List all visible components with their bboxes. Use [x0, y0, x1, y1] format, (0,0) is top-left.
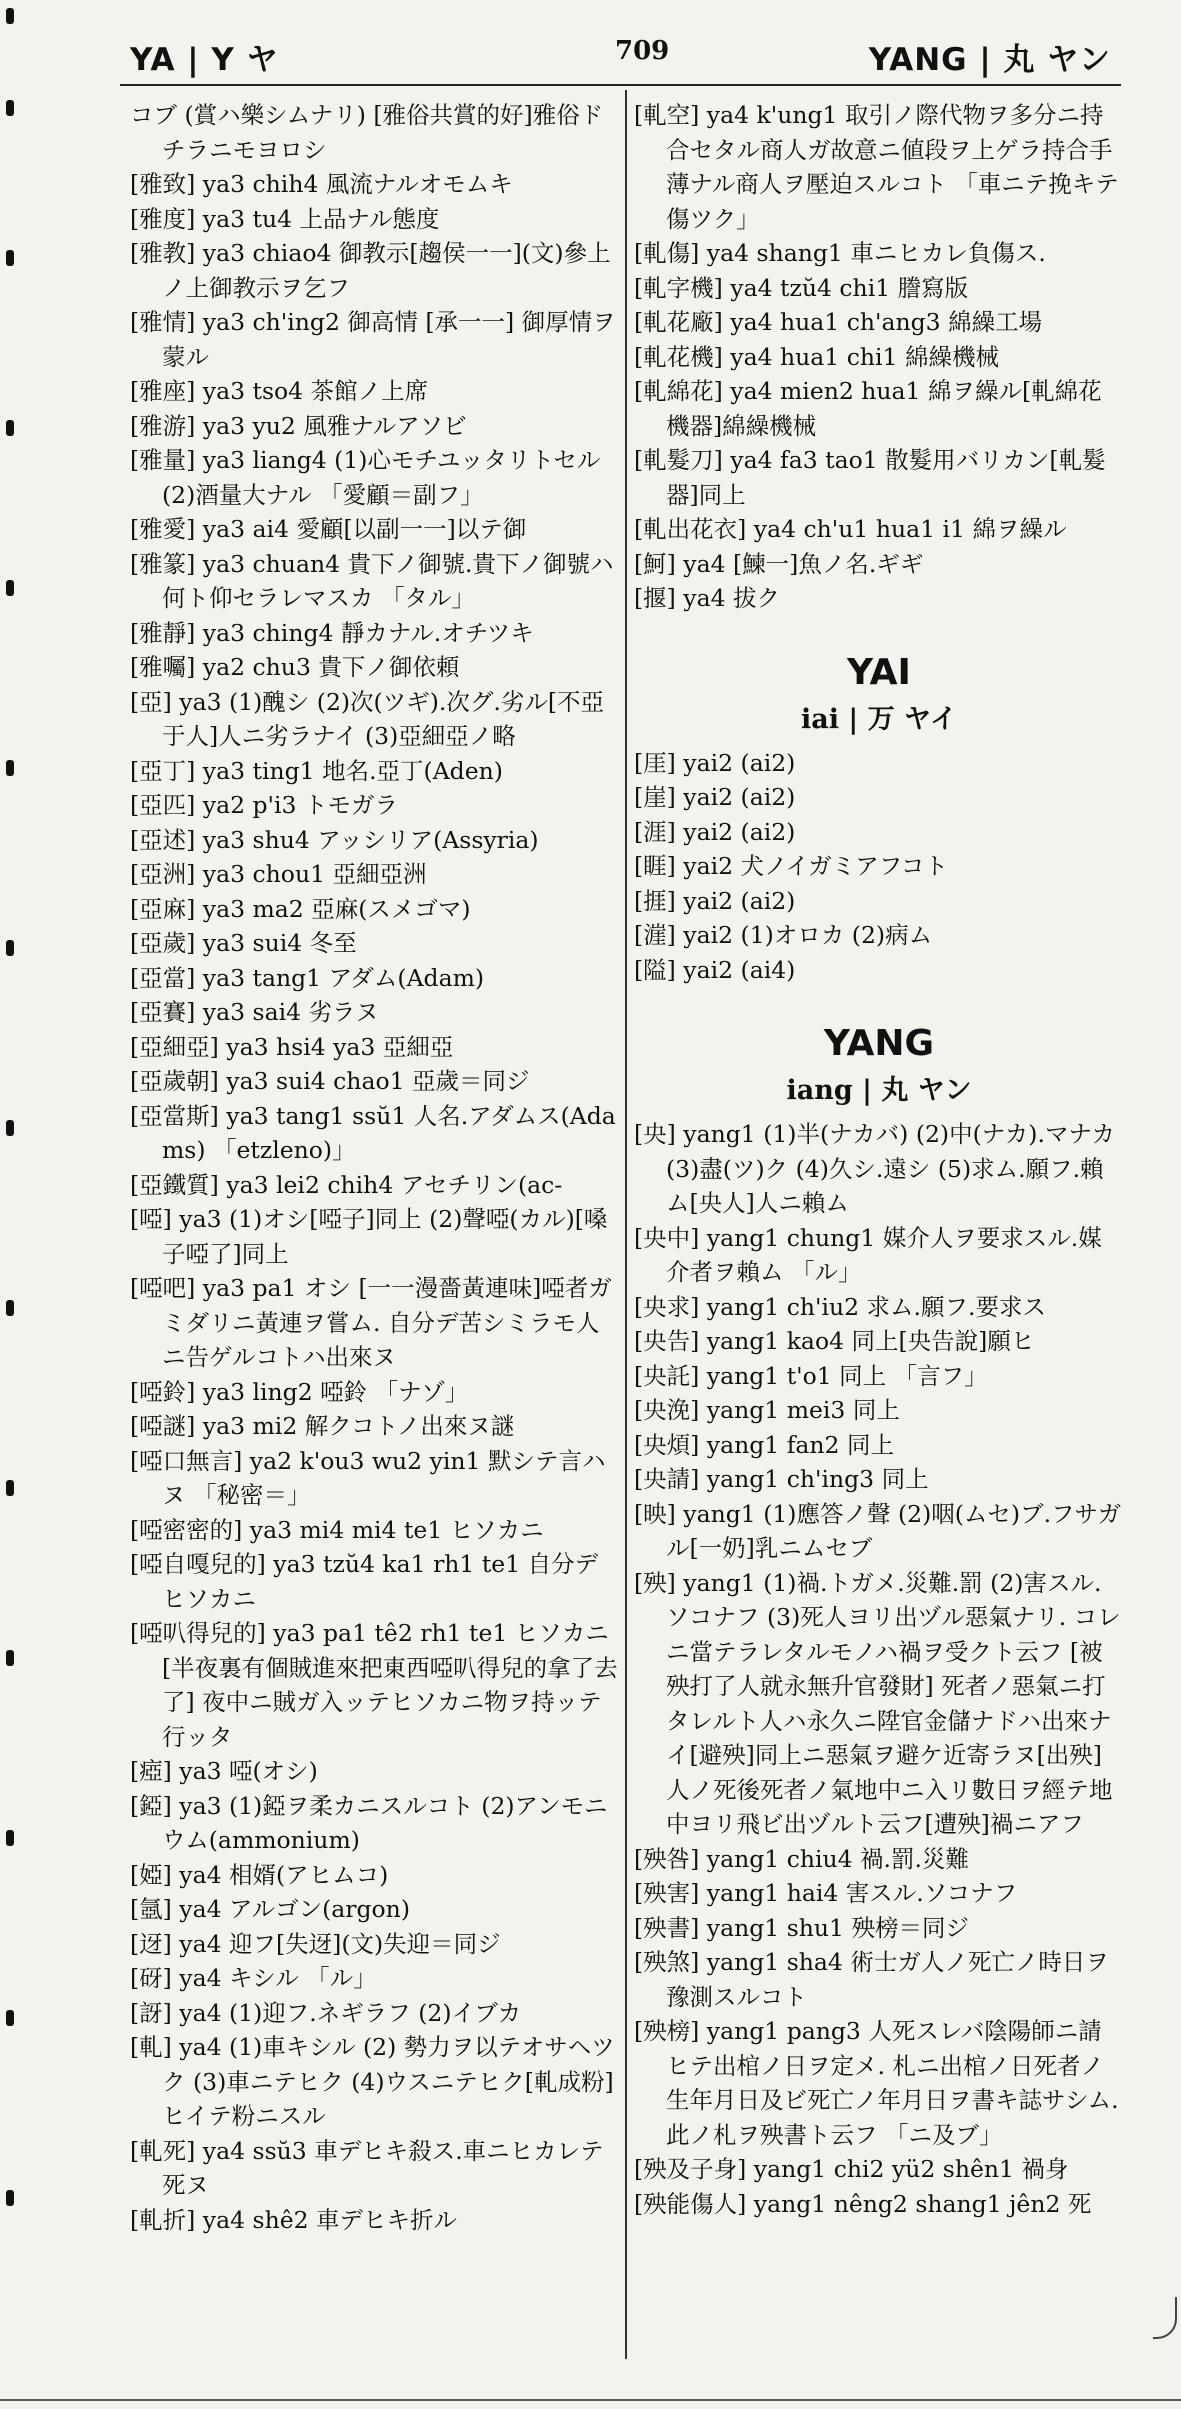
- dictionary-entry: [雅致] ya3 chih4 風流ナルオモムキ: [130, 170, 513, 198]
- dictionary-entry: [殃咎] yang1 chiu4 禍.罰.災難: [634, 1844, 970, 1873]
- dictionary-entry: [央浼] yang1 mei3 同上: [634, 1396, 900, 1424]
- binding-margin: [0, 0, 30, 2409]
- dictionary-entry: [軋出花衣] ya4 ch'u1 hua1 i1 綿ヲ繰ル: [634, 515, 1067, 543]
- dictionary-entry: [映] yang1 (1)應答ノ聲 (2)咽(ムセ)ブ.フサガル[一奶]乳ニムセブ: [634, 1499, 1122, 1562]
- dictionary-entry: [漄] yai2 (1)オロカ (2)病ム: [634, 921, 933, 949]
- binding-mark: [6, 1120, 14, 1136]
- binding-mark: [6, 1300, 14, 1316]
- dictionary-entry: [厓] yai2 (ai2): [634, 748, 796, 777]
- column-divider: [625, 90, 627, 2359]
- dictionary-entry: [雅囑] ya2 chu3 貴下ノ御依頼: [130, 653, 460, 681]
- binding-mark: [6, 2010, 14, 2026]
- dictionary-entry: [殃及子身] yang1 chi2 yü2 shên1 禍身: [634, 2155, 1069, 2183]
- dictionary-entry: [亞匹] ya2 p'i3 トモガラ: [130, 791, 398, 819]
- dictionary-entry: [雅量] ya3 liang4 (1)心モチユッタリトセル (2)酒量大ナル 「愛顧＝副フ」: [130, 446, 601, 509]
- dictionary-entry: [亞丁] ya3 ting1 地名.亞丁(Aden): [130, 756, 503, 785]
- dictionary-entry: [軋綿花] ya4 mien2 hua1 綿ヲ繰ル[軋綿花機器]綿繰機械: [634, 377, 1102, 440]
- dictionary-entry: [錏] ya3 (1)錏ヲ柔カニスルコト (2)アンモニウム(ammonium): [130, 1791, 608, 1854]
- dictionary-entry: [央煩] yang1 fan2 同上: [634, 1430, 894, 1459]
- dictionary-entry: [殃書] yang1 shu1 殃榜＝同ジ: [634, 1913, 969, 1942]
- dictionary-entry: [軋死] ya4 ssŭ3 車デヒキ殺ス.車ニヒカレテ死ヌ: [130, 2136, 604, 2199]
- dictionary-entry: [殃煞] yang1 sha4 術士ガ人ノ死亡ノ時日ヲ豫測スルコト: [634, 1948, 1109, 2011]
- dictionary-entry: [央求] yang1 ch'iu2 求ム.願フ.要求ス: [634, 1292, 1046, 1321]
- dictionary-entry: [啞] ya3 (1)オシ[啞子]同上 (2)聲啞(カル)[嗓子啞了]同上: [130, 1205, 608, 1268]
- dictionary-entry: [涯] yai2 (ai2): [634, 817, 796, 846]
- dictionary-entry: [氬] ya4 アルゴン(argon): [130, 1895, 410, 1923]
- dictionary-entry: [央告] yang1 kao4 同上[央告說]願ヒ: [634, 1327, 1035, 1355]
- right-column-entries: [634, 98, 1124, 616]
- dictionary-entry: [雅情] ya3 ch'ing2 御高情 [承一一] 御厚情ヲ蒙ル: [130, 308, 616, 371]
- dictionary-entry: [訝] ya4 (1)迎フ.ネギラフ (2)イブカ: [130, 1998, 522, 2027]
- dictionary-entry: [雅愛] ya3 ai4 愛顧[以副一一]以テ御: [130, 515, 527, 543]
- binding-mark: [6, 100, 14, 116]
- section-title-yai: YAI: [847, 651, 911, 693]
- dictionary-entry: [啞自嘎兒的] ya3 tzŭ4 ka1 rh1 te1 自分デヒソカニ: [130, 1550, 599, 1613]
- binding-mark: [6, 8, 14, 24]
- page-number: 709: [615, 36, 670, 66]
- left-column: [130, 98, 620, 2379]
- dictionary-entry: [央請] yang1 ch'ing3 同上: [634, 1465, 929, 1493]
- bottom-edge-rule: [0, 2399, 1181, 2401]
- dictionary-entry: [亞賽] ya3 sai4 劣ラヌ: [130, 998, 379, 1026]
- binding-mark: [6, 1480, 14, 1496]
- dictionary-entry: [央託] yang1 t'o1 同上 「言フ」: [634, 1361, 988, 1390]
- dictionary-entry: [婭] ya4 相婿(アヒムコ): [130, 1860, 389, 1889]
- binding-mark: [6, 760, 14, 776]
- binding-mark: [6, 1830, 14, 1846]
- dictionary-entry: [亞鐵質] ya3 lei2 chih4 アセチリン(ac-: [130, 1170, 563, 1199]
- dictionary-entry: [迓] ya4 迎フ[失迓](文)失迎＝同ジ: [130, 1929, 501, 1958]
- page-header: [130, 34, 1111, 80]
- dictionary-entry: [瘂] ya3 啞(オシ): [130, 1757, 318, 1785]
- binding-mark: [6, 420, 14, 436]
- dictionary-entry: [啞叭得兒的] ya3 pa1 tê2 rh1 te1 ヒソカニ [半夜裏有個賊進來把東西啞叭得兒的拿了去了] 夜中ニ賊ガ入ッテヒソカニ物ヲ持ッテ行ッタ: [130, 1619, 618, 1751]
- header-left-guide: YA | Y ヤ: [130, 42, 279, 78]
- dictionary-entry: [崖] yai2 (ai2): [634, 783, 796, 811]
- dictionary-entry: [雅靜] ya3 ching4 靜カナル.オチツキ: [130, 618, 534, 647]
- dictionary-entry: [隘] yai2 (ai4): [634, 955, 796, 984]
- dictionary-entry: [砑] ya4 キシル 「ル」: [130, 1964, 377, 1992]
- dictionary-entry: [雅篆] ya3 chuan4 貴下ノ御號.貴下ノ御號ハ何ト仰セラレマスカ 「タル」: [130, 549, 614, 612]
- dictionary-entry: コブ (賞ハ樂シムナリ) [雅俗共賞的好]雅俗ドチラニモヨロシ: [130, 101, 604, 164]
- dictionary-entry: [殃能傷人] yang1 nêng2 shang1 jên2 死: [634, 2189, 1092, 2218]
- dictionary-entry: [雅游] ya3 yu2 風雅ナルアソビ: [130, 411, 467, 440]
- dictionary-entry: [殃害] yang1 hai4 害スル.ソコナフ: [634, 1879, 1018, 1907]
- dictionary-entry: [魺] ya4 [鰊一]魚ノ名.ギギ: [634, 549, 924, 578]
- dictionary-entry: [亞述] ya3 shu4 アッシリア(Assyria): [130, 825, 539, 854]
- section-title-yang: YANG: [823, 1023, 935, 1064]
- binding-mark: [6, 2190, 14, 2206]
- dictionary-entry: [軋折] ya4 shê2 車デヒキ折ル: [130, 2205, 458, 2234]
- binding-mark: [6, 940, 14, 956]
- right-column: [634, 98, 1124, 2379]
- dictionary-entry: [揠] ya4 拔ク: [634, 584, 781, 612]
- dictionary-entry: [雅教] ya3 chiao4 御教示[趨侯一一](文)參上ノ上御教示ヲ乞フ: [130, 239, 611, 302]
- dictionary-entry: [軋空] ya4 k'ung1 取引ノ際代物ヲ多分ニ持合セタル商人ガ故意ニ値段ヲ上ゲラ持合手薄ナル商人ヲ壓迫スルコト 「車ニテ挽キテ傷ツク」: [634, 101, 1119, 233]
- dictionary-entry: [央] yang1 (1)半(ナカバ) (2)中(ナカ).マナカ (3)盡(ツ)ク (4)久シ.遠シ (5)求ム.願フ.賴ム[央人]人ニ賴ム: [634, 1120, 1115, 1217]
- dictionary-entry: [亞洲] ya3 chou1 亞細亞洲: [130, 860, 427, 888]
- section-subtitle-yai: iai | 万 ヤイ: [801, 703, 957, 735]
- section-yai-entries: [634, 746, 1124, 988]
- dictionary-entry: [啞密密的] ya3 mi4 mi4 te1 ヒソカニ: [130, 1515, 544, 1544]
- header-right-guide: YANG | 丸 ヤン: [868, 42, 1111, 78]
- dictionary-entry: [軋花機] ya4 hua1 chi1 綿繰機械: [634, 342, 999, 371]
- dictionary-entry: [亞麻] ya3 ma2 亞麻(スメゴマ): [130, 894, 471, 923]
- dictionary-entry: [軋] ya4 (1)車キシル (2) 勢力ヲ以テオサヘツク (3)車ニテヒク (4)ウスニテヒク[軋成粉]ヒイテ粉ニスル: [130, 2033, 615, 2130]
- dictionary-entry: [捱] yai2 (ai2): [634, 886, 796, 915]
- dictionary-entry: [亞細亞] ya3 hsi4 ya3 亞細亞: [130, 1032, 454, 1061]
- dictionary-entry: [殃榜] yang1 pang3 人死スレバ陰陽師ニ請ヒテ出棺ノ日ヲ定メ. 札ニ出棺ノ日死者ノ生年月日及ビ死亡ノ年月日ヲ書キ誌サシム. 此ノ札ヲ殃書ト云フ 「ニ及ブ」: [634, 2017, 1119, 2149]
- dictionary-entry: [軋傷] ya4 shang1 車ニヒカレ負傷ス.: [634, 239, 1046, 267]
- dictionary-entry: [殃] yang1 (1)禍.トガメ.災難.罰 (2)害スル.ソコナフ (3)死人ヨリ出ヅル惡氣ナリ. コレニ當テラレタルモノハ禍ヲ受クト云フ [被殃打了人就永無升官發財] 死者ノ惡氣ニ打タレルト人ハ永久ニ陞官金儲ナドハ出來ナイ[避殃]同上ニ惡氣ヲ避ケ近寄ラヌ[出殃]人ノ死後死者ノ氣地中ニ入リ數日ヲ經テ地中ヨリ飛ビ出ヅルト云フ[遭殃]禍ニアフ: [634, 1568, 1121, 1838]
- dictionary-entry: [雅座] ya3 tso4 茶館ノ上席: [130, 377, 429, 405]
- binding-mark: [6, 250, 14, 266]
- dictionary-entry: [央中] yang1 chung1 媒介人ヲ要求スル.媒介者ヲ賴ム 「ル」: [634, 1223, 1102, 1286]
- binding-mark: [6, 1650, 14, 1666]
- dictionary-entry: [啞口無言] ya2 k'ou3 wu2 yin1 默シテ言ハヌ 「秘密＝」: [130, 1446, 606, 1509]
- dictionary-entry: [啞吧] ya3 pa1 オシ [一一漫嗇黃連味]啞者ガミダリニ黃連ヲ嘗ム. 自分デ苦シミラモ人ニ告ゲルコトハ出來ヌ: [130, 1274, 612, 1371]
- header-rule: [120, 84, 1121, 86]
- dictionary-entry: [亞當斯] ya3 tang1 ssŭ1 人名.アダムス(Adams) 「etzleno)」: [130, 1101, 616, 1164]
- dictionary-entry: [亞歲] ya3 sui4 冬至: [130, 929, 357, 957]
- dictionary-entry: [睚] yai2 犬ノイガミアフコト: [634, 852, 949, 880]
- page-curl-mark: [1153, 2297, 1177, 2339]
- dictionary-entry: [軋字機] ya4 tzŭ4 chi1 謄寫版: [634, 273, 969, 302]
- dictionary-entry: [亞歲朝] ya3 sui4 chao1 亞歲＝同ジ: [130, 1067, 530, 1095]
- section-yang-entries: [634, 1117, 1124, 2221]
- dictionary-entry: [啞謎] ya3 mi2 解クコトノ出來ヌ謎: [130, 1412, 515, 1440]
- dictionary-entry: [軋髮刀] ya4 fa3 tao1 散髮用バリカン[軋髮器]同上: [634, 446, 1106, 509]
- dictionary-entry: [亞] ya3 (1)醜シ (2)次(ツギ).次グ.劣ル[不亞于人]人ニ劣ラナイ (3)亞細亞ノ略: [130, 687, 605, 750]
- dictionary-entry: [啞鈴] ya3 ling2 啞鈴 「ナゾ」: [130, 1377, 469, 1406]
- dictionary-entry: [軋花廠] ya4 hua1 ch'ang3 綿繰工場: [634, 308, 1043, 336]
- dictionary-entry: [雅度] ya3 tu4 上品ナル態度: [130, 204, 440, 233]
- section-subtitle-yang: iang | 丸 ヤン: [786, 1075, 972, 1106]
- binding-mark: [6, 580, 14, 596]
- dictionary-entry: [亞當] ya3 tang1 アダム(Adam): [130, 963, 485, 992]
